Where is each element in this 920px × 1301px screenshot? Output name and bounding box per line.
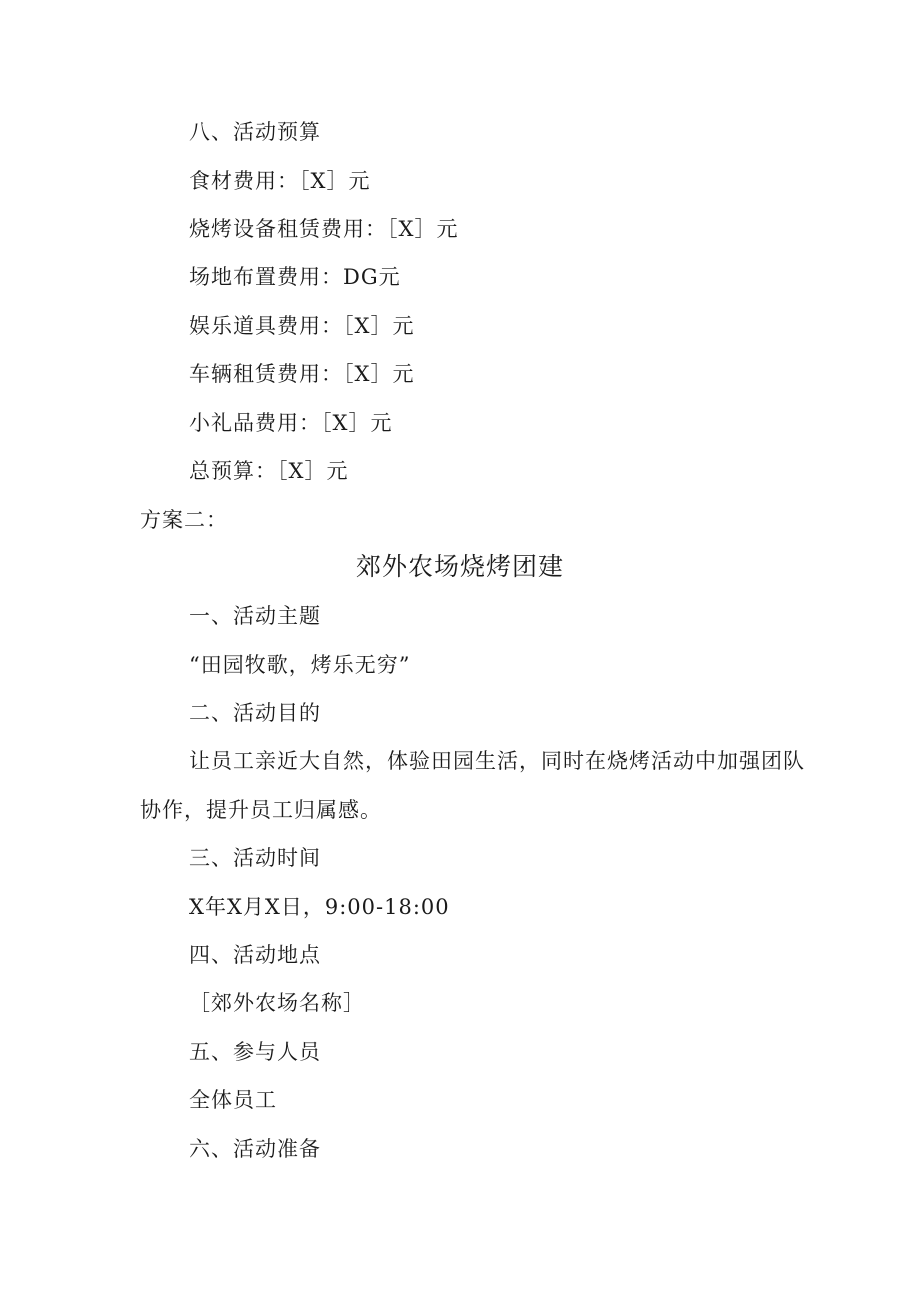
budget-item-gifts: 小礼品费用：［X］元 bbox=[189, 411, 393, 435]
plan-label: 方案二： bbox=[140, 508, 228, 532]
budget-item-vehicle-rental: 车辆租赁费用：［X］元 bbox=[189, 362, 415, 386]
budget-heading: 八、活动预算 bbox=[189, 120, 321, 144]
theme-heading: 一、活动主题 bbox=[189, 604, 321, 628]
purpose-text-line2: 协作，提升员工归属感。 bbox=[140, 798, 382, 822]
time-heading: 三、活动时间 bbox=[189, 846, 321, 870]
time-text: X年X月X日，9:00-18:00 bbox=[189, 895, 450, 919]
location-text: ［郊外农场名称］ bbox=[189, 991, 365, 1015]
budget-item-total: 总预算：［X］元 bbox=[189, 459, 349, 483]
location-heading: 四、活动地点 bbox=[189, 943, 321, 967]
budget-item-bbq-equipment: 烧烤设备租赁费用：［X］元 bbox=[189, 217, 459, 241]
theme-text: “田园牧歌，烤乐无穷” bbox=[189, 653, 411, 677]
purpose-text-line1: 让员工亲近大自然，体验田园生活，同时在烧烤活动中加强团队 bbox=[189, 749, 805, 773]
preparation-heading: 六、活动准备 bbox=[189, 1137, 321, 1161]
budget-item-venue-setup: 场地布置费用：DG元 bbox=[189, 265, 401, 289]
participants-heading: 五、参与人员 bbox=[189, 1040, 321, 1064]
budget-item-ingredients: 食材费用：［X］元 bbox=[189, 169, 371, 193]
purpose-heading: 二、活动目的 bbox=[189, 701, 321, 725]
plan-title: 郊外农场烧烤团建 bbox=[355, 552, 564, 581]
participants-text: 全体员工 bbox=[189, 1088, 277, 1112]
budget-item-entertainment-props: 娱乐道具费用：［X］元 bbox=[189, 314, 415, 338]
